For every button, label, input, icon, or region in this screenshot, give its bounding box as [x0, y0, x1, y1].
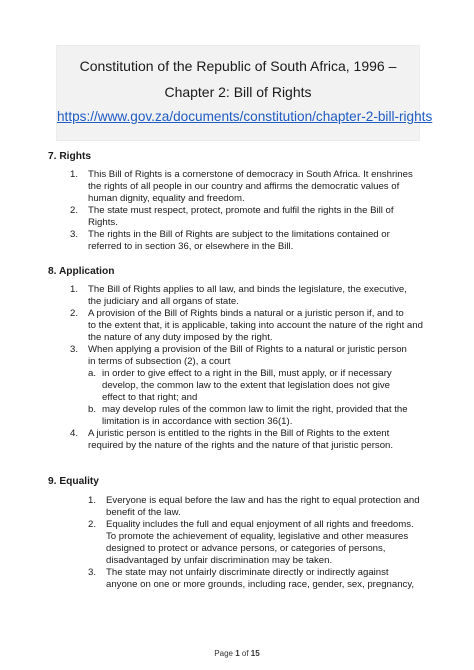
item-text: anyone on one or more grounds, including race, gender, sex, pregnancy, [106, 579, 415, 590]
item-number: 1. [70, 169, 79, 180]
total-pages-number: 15 [250, 649, 260, 658]
item-number: 3. [70, 344, 79, 355]
item-text: in terms of subsection (2), a court [88, 356, 231, 367]
item-text: A provision of the Bill of Rights binds a natural or a juristic person if, and to [88, 308, 404, 319]
item-text: The state may not unfairly discriminate directly or indirectly against [106, 567, 389, 578]
item-text: effect to that right; and [102, 392, 198, 403]
item-text: When applying a provision of the Bill of Rights to a natural or juristic person [88, 344, 407, 355]
item-text: the nature of any duty imposed by the right. [88, 332, 273, 343]
item-text: in order to give effect to a right in the Bill, must apply, or if necessary [102, 368, 392, 379]
item-number: 2. [70, 308, 79, 319]
item-text: Everyone is equal before the law and has the right to equal protection and [106, 495, 420, 506]
item-text: the judiciary and all organs of state. [88, 296, 239, 307]
item-text: The rights in the Bill of Rights are subject to the limitations contained or [88, 229, 390, 240]
item-text: Equality includes the full and equal enjoyment of all rights and freedoms. [106, 519, 414, 530]
item-text: The state must respect, protect, promote and fulfil the rights in the Bill of [88, 205, 394, 216]
current-page-number: 1 [235, 649, 240, 658]
item-letter: a. [88, 368, 97, 379]
document-title: Constitution of the Republic of South Africa, 1996 – [79, 58, 397, 74]
page-footer [0, 649, 474, 658]
item-text: The Bill of Rights applies to all law, and binds the legislature, the executive, [88, 284, 407, 295]
item-text: disadvantaged by unfair discrimination may be taken. [106, 555, 333, 566]
item-number: 4. [70, 428, 79, 439]
item-text: referred to in section 36, or elsewhere in the Bill. [88, 241, 294, 252]
section-heading-application: 8. Application [48, 266, 115, 277]
item-text: limitation is in accordance with section 36(1). [102, 416, 293, 427]
item-number: 2. [70, 205, 79, 216]
item-number: 3. [88, 567, 97, 578]
item-text: develop, the common law to the extent that legislation does not give [102, 380, 390, 391]
item-text: the rights of all people in our country and affirms the democratic values of [88, 181, 400, 192]
item-text: To promote the achievement of equality, legislative and other measures [106, 531, 409, 542]
item-number: 1. [70, 284, 79, 295]
item-text: required by the nature of the rights and the nature of that juristic person. [88, 440, 394, 451]
title-box [56, 45, 433, 141]
section-heading-rights: 7. Rights [48, 151, 92, 162]
item-text: Rights. [88, 217, 118, 228]
source-link[interactable]: https://www.gov.za/documents/constitution/chapter-2-bill-rights [57, 109, 433, 124]
item-text: human dignity, equality and freedom. [88, 193, 245, 204]
item-number: 2. [88, 519, 97, 530]
item-text: to the extent that, it is applicable, taking into account the nature of the right and [88, 320, 423, 331]
page-of-label: of [241, 649, 249, 658]
item-text: may develop rules of the common law to limit the right, provided that the [102, 404, 408, 415]
section-heading-equality: 9. Equality [48, 476, 99, 487]
item-text: This Bill of Rights is a cornerstone of democracy in South Africa. It enshrines [88, 169, 413, 180]
item-text: A juristic person is entitled to the rights in the Bill of Rights to the extent [88, 428, 390, 439]
item-text: benefit of the law. [106, 507, 181, 518]
item-letter: b. [88, 404, 97, 415]
page-label: Page [214, 649, 233, 658]
item-text: designed to protect or advance persons, or categories of persons, [106, 543, 386, 554]
item-number: 1. [88, 495, 97, 506]
item-number: 3. [70, 229, 79, 240]
chapter-title: Chapter 2: Bill of Rights [164, 84, 312, 100]
